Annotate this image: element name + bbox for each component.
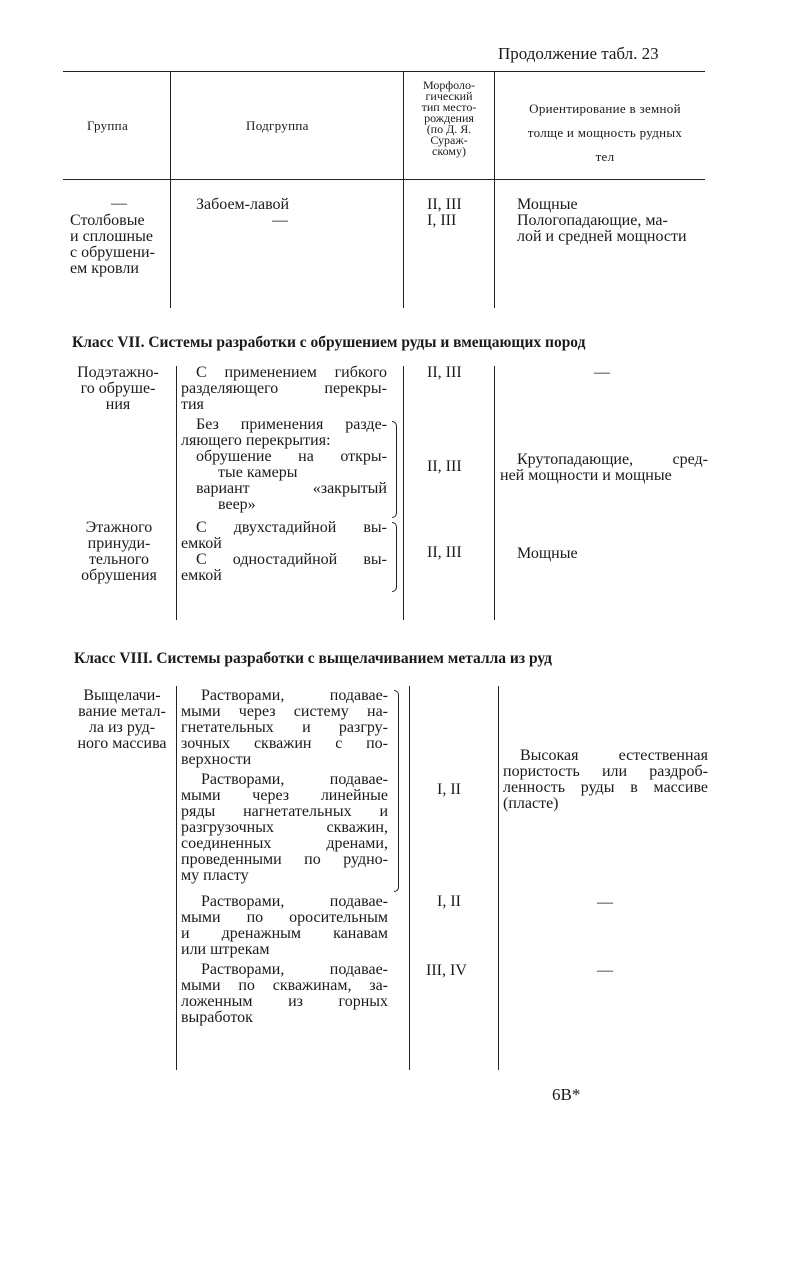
- c7-orient3: Мощные: [517, 545, 578, 562]
- c8-morph3: III, IV: [426, 962, 467, 979]
- c8-morph1: I, II: [437, 781, 461, 798]
- c8-sub3: Растворами, подавае- мыми по оросительным и дренажным канавам или штрекам: [181, 893, 388, 958]
- s1-sub1: Забоем-лавой: [196, 196, 290, 213]
- page-number: 6В*: [552, 1085, 581, 1104]
- c7-morph3: II, III: [427, 544, 462, 561]
- c8-orient3: —: [597, 962, 613, 979]
- c8-sub4: Растворами, подавае- мыми по скважинам, за- ложенным из горных выработок: [181, 961, 388, 1026]
- s1-group: Столбовые и сплошные с обрушени- ем кровли: [70, 212, 155, 277]
- c7-sub1: С применением гибкого разделяющего перекры- тия: [181, 364, 387, 413]
- c8-group: Выщелачи- вание метал- ла из руд- ного массива: [77, 687, 167, 752]
- s1-morph1: II, III: [427, 196, 462, 213]
- c8-brace: [394, 690, 399, 892]
- header-orientation: Ориентирование в земной толще и мощность рудных тел: [527, 101, 683, 164]
- col-divider-3-header: [494, 72, 495, 179]
- s1-orient1: Мощные: [517, 196, 578, 213]
- c7-group1: Подэтажно- го обруше- ния: [77, 364, 159, 413]
- s1-orient2: Пологопадающие, ма- лой и средней мощности: [517, 212, 687, 245]
- col-divider-3-c8: [498, 686, 499, 1070]
- c8-sub2: Растворами, подавае- мыми через линейные ряды нагнетательных и разгрузочных скважин, соединенных дренами, проведенными по рудно- му пласту: [181, 771, 388, 884]
- table-header-rule: [63, 179, 705, 180]
- c8-orient1: Высокая естественная пористость или раздроб- ленность руды в массиве (пласте): [503, 747, 708, 812]
- continuation-label: Продолжение табл. 23: [498, 44, 659, 63]
- class8-title: Класс VIII. Системы разработки с выщелачиванием металла из руд: [74, 650, 552, 667]
- col-divider-1-c7: [176, 366, 177, 620]
- c7-orient1: —: [594, 364, 610, 381]
- col-divider-2-c7: [403, 366, 404, 620]
- col-divider-1-s1: [170, 180, 171, 308]
- header-group: Группа: [87, 118, 129, 133]
- col-divider-2-s1: [403, 180, 404, 308]
- header-subgroup: Подгруппа: [246, 118, 309, 133]
- table-top-rule: [63, 71, 705, 72]
- col-divider-3-c7: [494, 366, 495, 620]
- s1-morph2: I, III: [427, 212, 457, 229]
- c7-sub3: С двухстадийной вы- емкой С одностадийной вы- емкой: [181, 519, 387, 584]
- c7-sub2: Без применения разде- ляющего перекрытия: обрушение на откры- тые камеры вариант «закрытый веер»: [181, 416, 387, 513]
- c7-orient2: Крутопадающие, сред- ней мощности и мощные: [500, 451, 708, 484]
- s1-sub2: —: [272, 212, 288, 229]
- c7-brace-2: [392, 522, 397, 592]
- col-divider-2-c8: [409, 686, 410, 1070]
- c8-sub1: Растворами, подавае- мыми через систему на- гнетательных и разгру- зочных скважин с по- верхности: [181, 687, 388, 768]
- c7-morph2: II, III: [427, 458, 462, 475]
- class7-title: Класс VII. Системы разработки с обрушением руды и вмещающих пород: [72, 334, 586, 351]
- s1-group-dash: —: [111, 195, 127, 212]
- col-divider-3-s1: [494, 180, 495, 308]
- col-divider-1-c8: [176, 686, 177, 1070]
- c7-brace-1: [392, 421, 397, 518]
- col-divider-1-header: [170, 72, 171, 179]
- c7-morph1: II, III: [427, 364, 462, 381]
- c8-morph2: I, II: [437, 893, 461, 910]
- c8-orient2: —: [597, 894, 613, 911]
- c7-group2: Этажного принуди- тельного обрушения: [81, 519, 157, 584]
- header-morph: Морфоло- гический тип место- рождения (по Д. Я. Сураж- скому): [421, 78, 477, 158]
